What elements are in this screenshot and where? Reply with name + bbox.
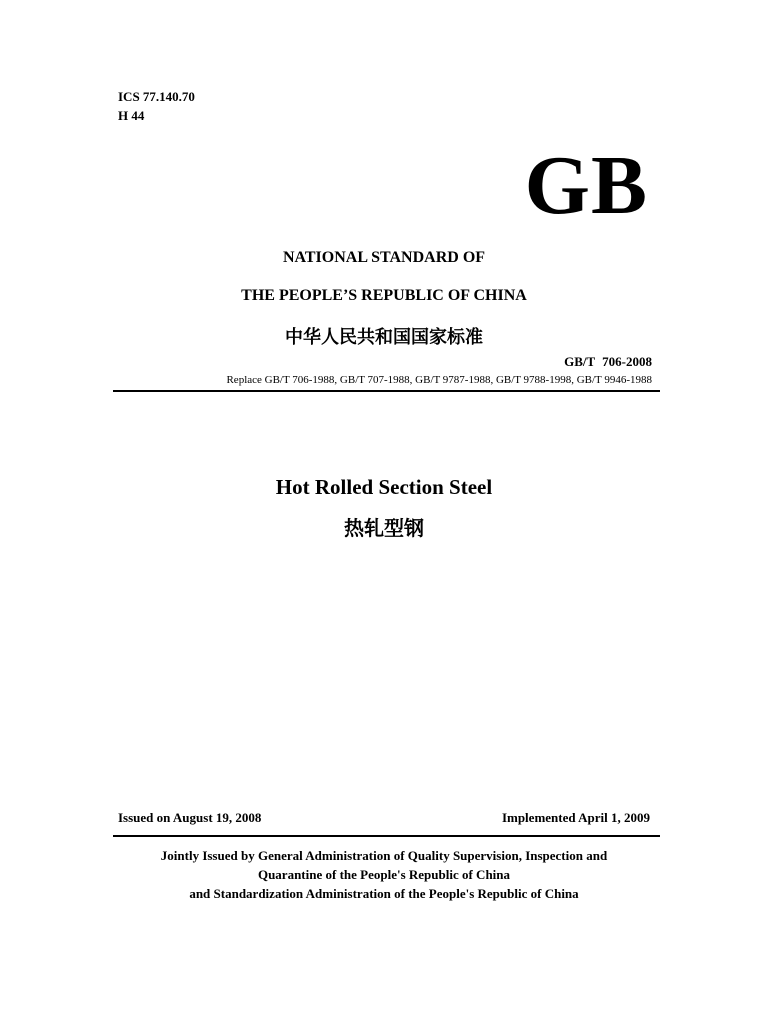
- header-divider: [113, 390, 660, 392]
- classification-code: H 44: [118, 108, 145, 123]
- document-title: Hot Rolled Section Steel: [275, 475, 493, 499]
- replaced-standards: Replace GB/T 706-1988, GB/T 707-1988, GB/T 9787-1988, GB/T 9788-1998, GB/T 9946-1988: [226, 374, 652, 386]
- ics-code: ICS 77.140.70: [118, 89, 195, 104]
- issued-date: Issued on August 19, 2008: [118, 810, 262, 825]
- national-standard-chinese: 中华人民共和国国家标准: [285, 327, 483, 348]
- implemented-date: Implemented April 1, 2009: [501, 810, 650, 825]
- document-title-chinese: 热轧型钢: [344, 516, 424, 540]
- issuer-line-2: Quarantine of the People's Republic of China: [257, 867, 511, 882]
- national-standard-line-2: THE PEOPLE’S REPUBLIC OF CHINA: [241, 287, 527, 304]
- national-standard-line-1: NATIONAL STANDARD OF: [282, 249, 486, 266]
- footer-divider: [113, 835, 660, 837]
- standard-number: GB/T 706-2008: [564, 354, 652, 369]
- issuer-line-3: and Standardization Administration of the People's Republic of China: [189, 886, 579, 901]
- issuing-authority: [0, 846, 768, 903]
- gb-mark: GB: [524, 139, 648, 232]
- issuer-line-1: Jointly Issued by General Administration of Quality Supervision, Inspection and: [160, 848, 608, 863]
